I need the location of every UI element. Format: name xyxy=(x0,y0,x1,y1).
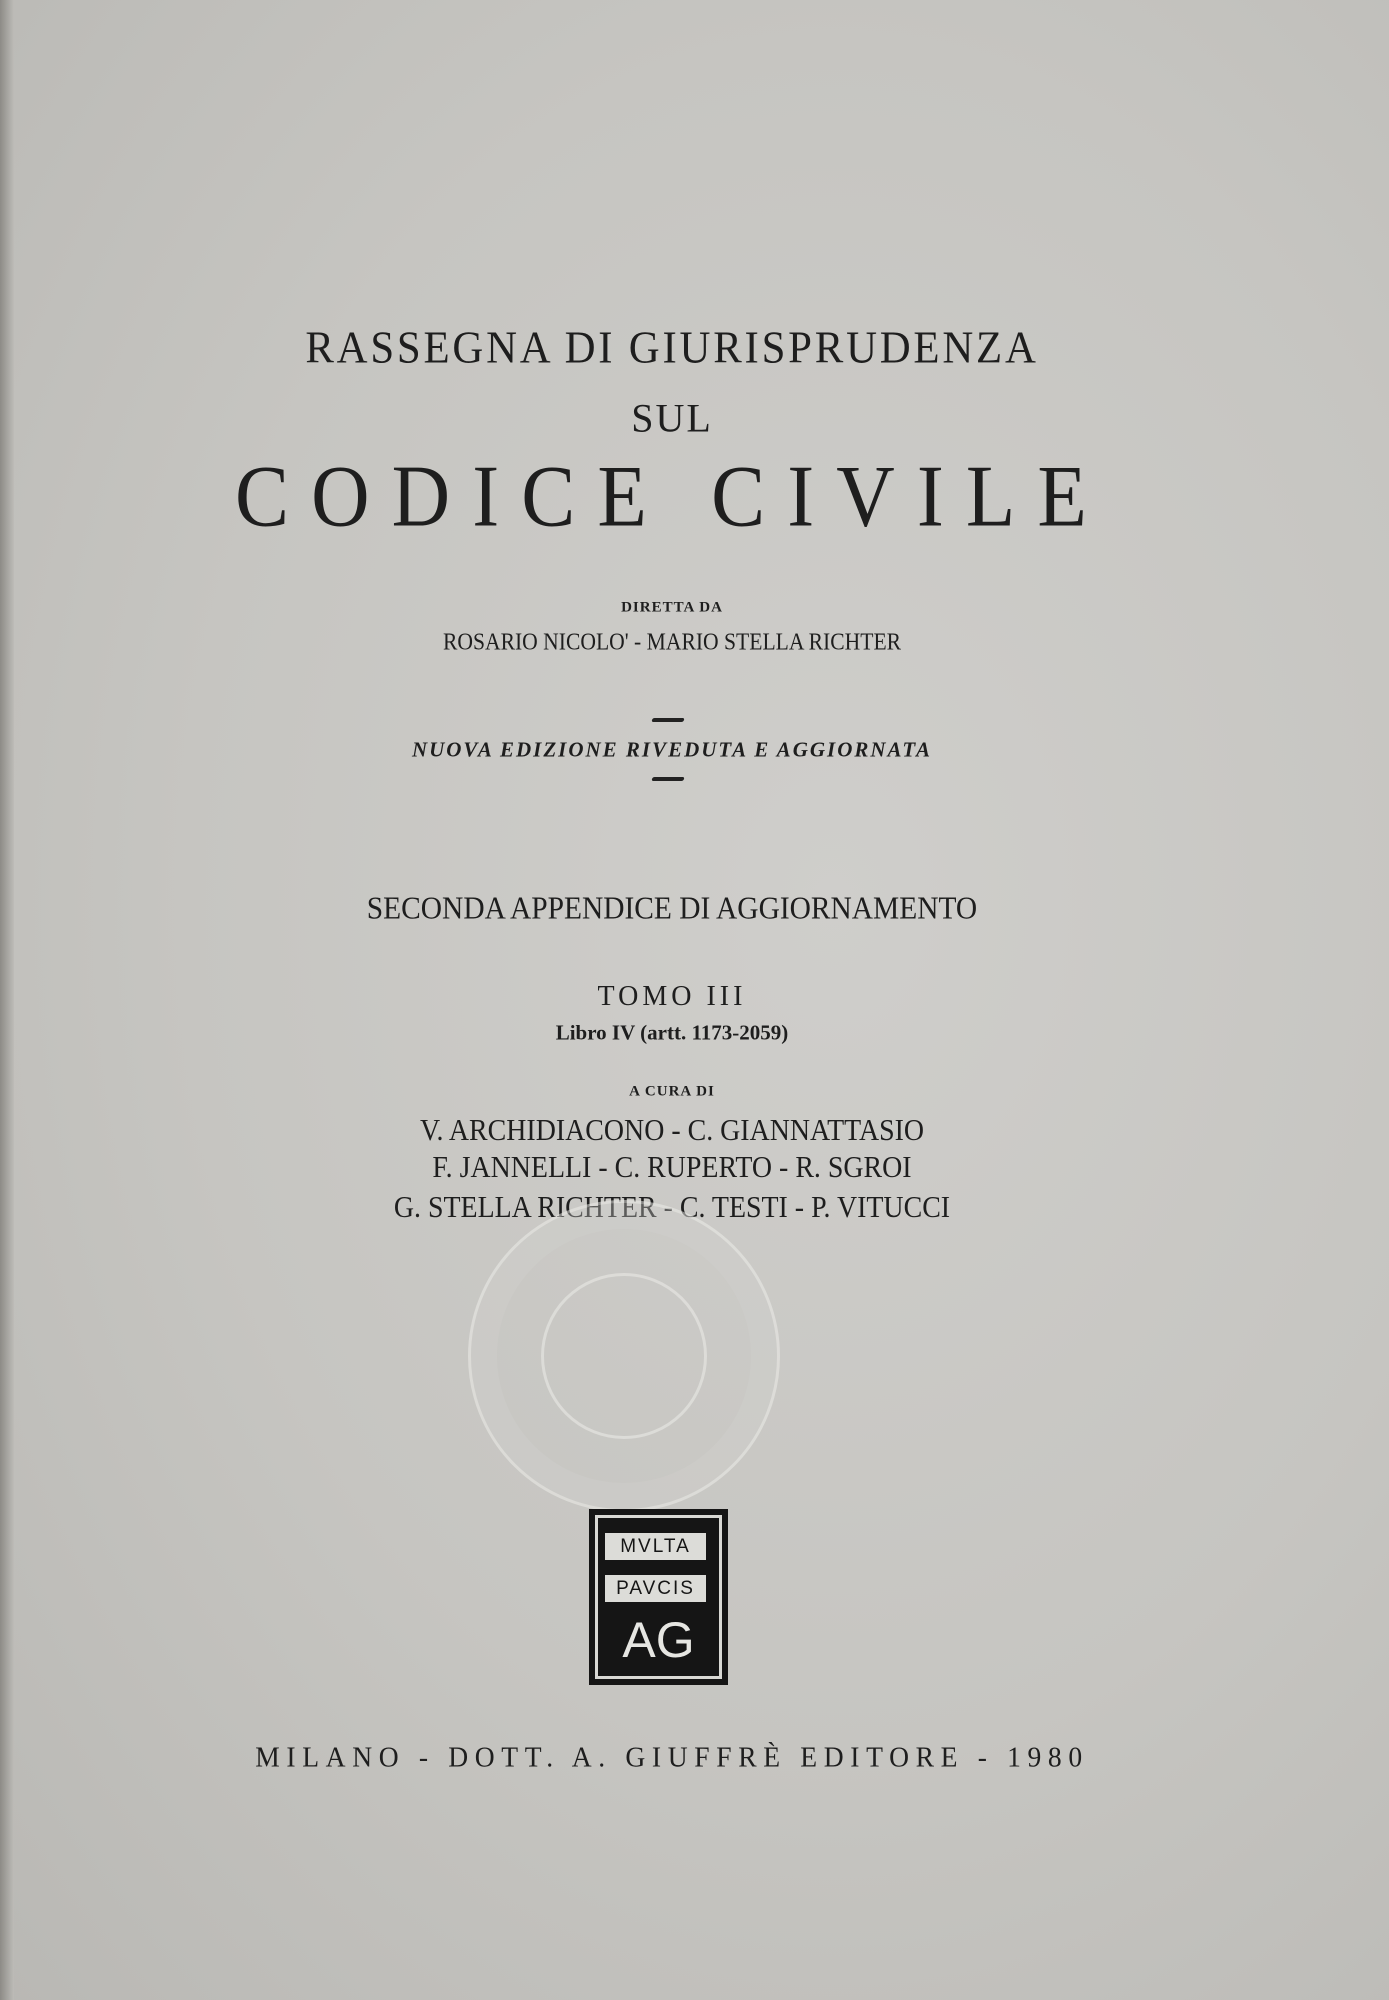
volume: TOMO III xyxy=(597,981,747,1012)
logo-text: MVLTA xyxy=(605,1533,706,1560)
embossed-seal xyxy=(468,1200,780,1512)
main-title: CODICE CIVILE xyxy=(235,448,1109,546)
publisher-logo xyxy=(589,1509,728,1685)
editors-line: F. JANNELLI - C. RUPERTO - R. SGROI xyxy=(432,1149,912,1184)
imprint: MILANO - DOTT. A. GIUFFRÈ EDITORE - 1980 xyxy=(255,1741,1089,1774)
ornament-dash xyxy=(651,718,684,722)
directors: ROSARIO NICOLO' - MARIO STELLA RICHTER xyxy=(442,629,902,656)
book-range: Libro IV (artt. 1173-2059) xyxy=(555,1020,789,1045)
logo-mark: AG xyxy=(622,1612,695,1668)
editors-line: G. STELLA RICHTER - C. TESTI - P. VITUCCI xyxy=(393,1189,951,1224)
logo-text: PAVCIS xyxy=(605,1575,706,1602)
editors-line: V. ARCHIDIACONO - C. GIANNATTASIO xyxy=(419,1112,925,1147)
appendix-title: SECONDA APPENDICE DI AGGIORNAMENTO xyxy=(366,889,978,926)
edition-note: NUOVA EDIZIONE RIVEDUTA E AGGIORNATA xyxy=(411,737,933,762)
page-binding-edge xyxy=(0,0,14,2000)
ornament-dash xyxy=(651,777,684,781)
title-line-2: SUL xyxy=(631,395,713,441)
title-line-1: RASSEGNA DI GIURISPRUDENZA xyxy=(305,321,1039,373)
directed-by-label: DIRETTA DA xyxy=(621,599,723,616)
edited-by-label: A CURA DI xyxy=(629,1083,715,1100)
